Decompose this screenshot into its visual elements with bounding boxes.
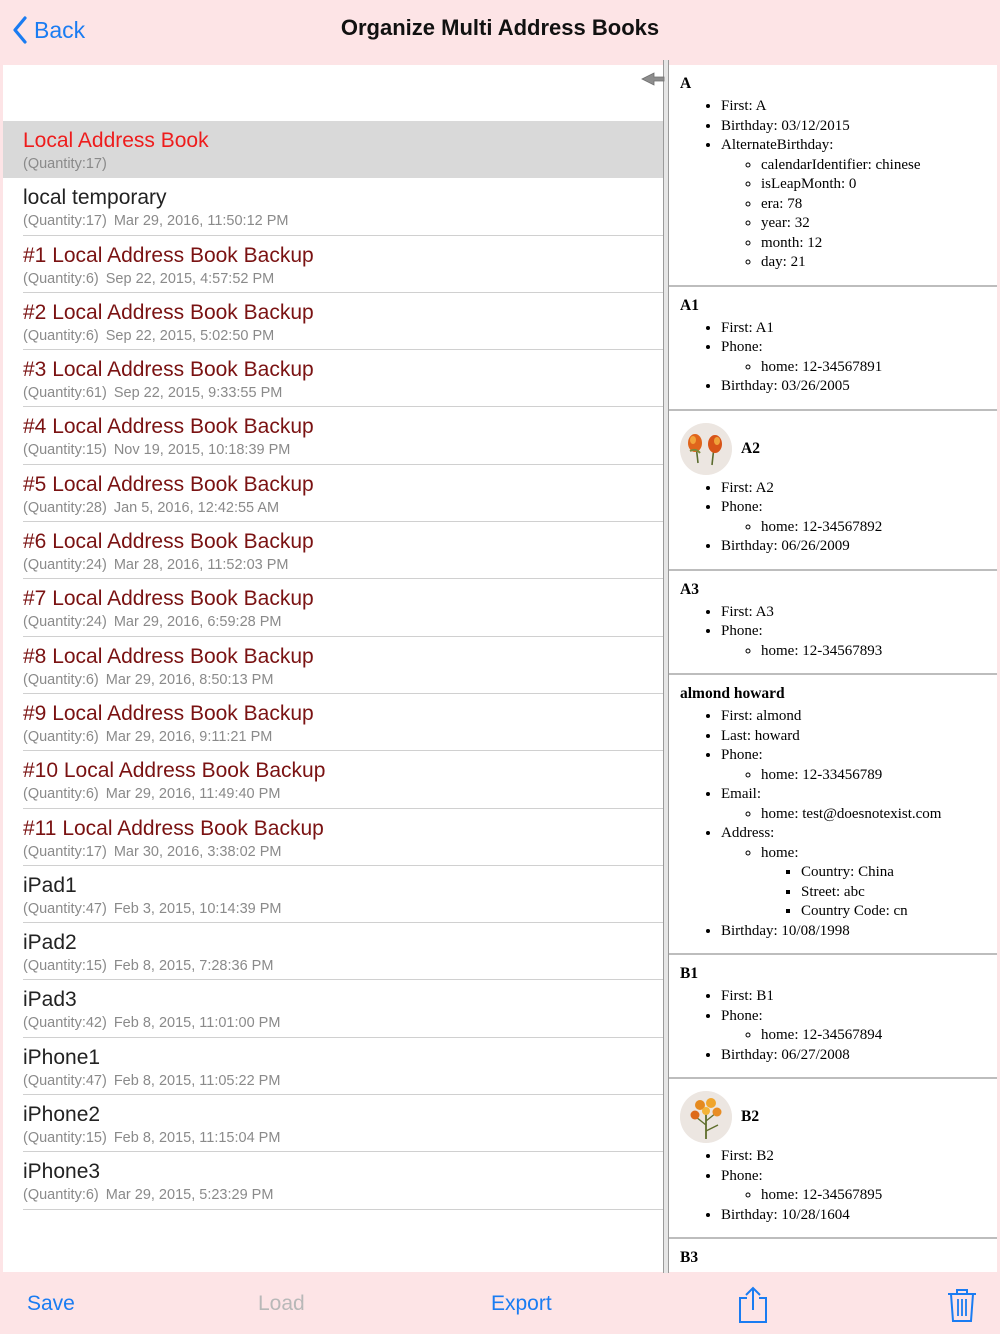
contact-field xyxy=(721,537,997,557)
contact-field-text: Phone: xyxy=(721,339,763,355)
contact-field xyxy=(721,338,997,377)
contact-field xyxy=(761,642,997,662)
address-book-title: #3 Local Address Book Backup xyxy=(23,358,314,382)
contact-field-text: First: A1 xyxy=(721,319,774,336)
address-book-date: Feb 8, 2015, 7:28:36 PM xyxy=(113,958,274,975)
address-book-date: Mar 29, 2016, 9:11:21 PM xyxy=(105,728,273,745)
contact-name: A xyxy=(680,75,692,92)
address-book-date: Mar 29, 2016, 8:50:13 PM xyxy=(105,671,274,688)
contact-field-text: home: 12-34567892 xyxy=(761,518,883,535)
contact-field-text: Country: China xyxy=(801,864,894,880)
contact-field xyxy=(761,358,997,378)
address-book-row[interactable] xyxy=(3,522,663,579)
contact-header xyxy=(680,685,997,703)
contact-field-text: home: 12-34567895 xyxy=(761,1187,883,1203)
contact-card xyxy=(669,955,997,1079)
contact-field-list xyxy=(680,707,997,941)
contact-field-list xyxy=(680,97,997,273)
address-book-row[interactable] xyxy=(3,1152,663,1209)
address-book-list xyxy=(3,121,663,1210)
contact-photo-flowers xyxy=(680,423,732,475)
contact-header xyxy=(680,423,997,475)
address-book-row[interactable] xyxy=(3,121,663,178)
contact-header xyxy=(680,297,997,315)
address-book-quantity: (Quantity:6) xyxy=(23,270,99,287)
contact-name: B2 xyxy=(741,1108,760,1125)
contact-field-text: First: A2 xyxy=(721,479,774,496)
address-book-list-panel xyxy=(3,65,663,1272)
contact-field xyxy=(761,766,997,786)
contact-card xyxy=(669,675,997,955)
contact-field xyxy=(721,117,997,137)
contact-field-list xyxy=(721,156,997,273)
contact-field-list xyxy=(721,805,997,825)
address-book-date: Nov 19, 2015, 10:18:39 PM xyxy=(113,442,291,459)
address-book-meta xyxy=(23,1015,280,1031)
contact-header xyxy=(680,1249,997,1267)
address-book-row[interactable] xyxy=(3,178,663,235)
address-book-quantity: (Quantity:15) xyxy=(23,958,107,975)
address-book-row[interactable] xyxy=(3,236,663,293)
export-button[interactable]: Export xyxy=(491,1292,552,1315)
contact-field-text: home: 12-34567891 xyxy=(761,358,883,375)
contact-field-list xyxy=(680,479,997,557)
address-book-date: Jan 5, 2016, 12:42:55 AM xyxy=(113,499,280,516)
contact-field xyxy=(721,785,997,824)
address-book-title: iPad3 xyxy=(23,988,77,1012)
address-book-meta xyxy=(23,557,288,573)
address-book-date: Feb 3, 2015, 10:14:39 PM xyxy=(113,900,282,917)
contact-field-text: Street: abc xyxy=(801,883,865,900)
contact-field xyxy=(721,1167,997,1206)
contact-field-text: era: 78 xyxy=(761,195,803,212)
contact-field-text: home: test@doesnotexist.com xyxy=(761,805,942,822)
contact-field-text: home: 12-34567894 xyxy=(761,1027,883,1043)
address-book-row[interactable] xyxy=(3,980,663,1037)
contact-card xyxy=(669,1239,997,1272)
contact-field-text: First: A xyxy=(721,98,767,114)
address-book-title: #8 Local Address Book Backup xyxy=(23,644,314,668)
contact-field-list xyxy=(721,518,997,538)
address-book-date: Mar 29, 2016, 11:50:12 PM xyxy=(113,213,289,230)
navigation-bar xyxy=(0,0,1000,60)
address-book-row[interactable] xyxy=(3,751,663,808)
address-book-row[interactable] xyxy=(3,579,663,636)
address-book-date: Mar 30, 2016, 3:38:02 PM xyxy=(113,843,282,860)
address-book-title: #6 Local Address Book Backup xyxy=(23,530,314,554)
address-book-quantity: (Quantity:17) xyxy=(23,843,107,860)
address-book-meta xyxy=(23,901,282,917)
contact-field-text: calendarIdentifier: chinese xyxy=(761,156,921,173)
contact-field-list xyxy=(680,987,997,1065)
address-book-row[interactable] xyxy=(3,809,663,866)
contact-field xyxy=(761,805,997,825)
contact-field-text: Last: howard xyxy=(721,727,800,744)
share-icon[interactable] xyxy=(738,1286,768,1324)
address-book-row[interactable] xyxy=(3,293,663,350)
contact-name: B3 xyxy=(680,1249,699,1266)
address-book-quantity: (Quantity:42) xyxy=(23,1015,107,1032)
address-book-quantity: (Quantity:17) xyxy=(23,156,107,172)
contact-field xyxy=(721,746,997,785)
contact-field-text: Birthday: 03/26/2005 xyxy=(721,378,850,394)
address-book-title: #2 Local Address Book Backup xyxy=(23,300,314,324)
address-book-meta xyxy=(23,213,288,229)
address-book-meta xyxy=(23,271,274,287)
contact-field xyxy=(721,97,997,117)
address-book-title: #1 Local Address Book Backup xyxy=(23,243,314,267)
contact-field-list xyxy=(721,642,997,662)
address-book-date: Sep 22, 2015, 5:02:50 PM xyxy=(105,327,275,344)
address-book-date: Mar 29, 2016, 6:59:28 PM xyxy=(113,614,282,631)
contact-field-list xyxy=(721,1186,997,1206)
contact-field-text: Phone: xyxy=(721,499,763,515)
contact-field-text: Email: xyxy=(721,786,761,802)
address-book-title: iPhone2 xyxy=(23,1103,101,1127)
contact-header xyxy=(680,965,997,983)
contact-photo-bouquet xyxy=(680,1091,732,1143)
contact-field xyxy=(721,727,997,747)
contact-name: A2 xyxy=(741,439,760,457)
contact-header xyxy=(680,1091,997,1143)
contact-field xyxy=(761,214,997,234)
contact-field-text: isLeapMonth: 0 xyxy=(761,176,857,192)
address-book-quantity: (Quantity:15) xyxy=(23,1130,107,1147)
address-book-meta xyxy=(23,844,281,860)
address-book-meta xyxy=(23,500,279,516)
address-book-meta xyxy=(23,1073,280,1089)
address-book-date: Feb 8, 2015, 11:15:04 PM xyxy=(113,1130,281,1147)
contact-field-text: year: 32 xyxy=(761,215,810,231)
contact-field-text: Birthday: 06/27/2008 xyxy=(721,1046,850,1063)
contact-field xyxy=(721,136,997,273)
address-book-date: Mar 29, 2016, 11:49:40 PM xyxy=(105,786,281,803)
address-book-meta xyxy=(23,1130,280,1146)
address-book-quantity: (Quantity:61) xyxy=(23,385,107,402)
contact-field-text: Birthday: 06/26/2009 xyxy=(721,538,850,554)
load-button[interactable]: Load xyxy=(258,1292,305,1315)
address-book-title: Local Address Book xyxy=(23,129,209,152)
address-book-meta xyxy=(23,442,290,458)
address-book-meta xyxy=(23,672,273,688)
contact-field xyxy=(721,377,997,397)
contact-field-list xyxy=(680,603,997,662)
address-book-title: #10 Local Address Book Backup xyxy=(23,759,326,783)
address-book-quantity: (Quantity:6) xyxy=(23,327,99,344)
address-book-date: Sep 22, 2015, 4:57:52 PM xyxy=(105,270,275,287)
address-book-meta xyxy=(23,729,272,745)
address-book-title: iPad1 xyxy=(23,873,77,897)
address-book-row[interactable] xyxy=(3,350,663,407)
contact-field-text: Birthday: 03/12/2015 xyxy=(721,117,850,134)
contact-field xyxy=(761,844,997,922)
address-book-title: #11 Local Address Book Backup xyxy=(23,816,324,840)
contact-field-text: First: B1 xyxy=(721,988,774,1004)
address-book-date: Mar 29, 2015, 5:23:29 PM xyxy=(105,1187,274,1204)
contact-header xyxy=(680,581,997,599)
contact-field-text: AlternateBirthday: xyxy=(721,137,834,153)
address-book-date: Feb 8, 2015, 11:05:22 PM xyxy=(113,1072,281,1089)
contact-field-text: home: xyxy=(761,844,799,861)
contact-field-text: Phone: xyxy=(721,747,763,763)
address-book-quantity: (Quantity:17) xyxy=(23,213,107,230)
contact-field-text: Birthday: 10/08/1998 xyxy=(721,922,850,939)
contact-field xyxy=(801,902,997,922)
page-title: Organize Multi Address Books xyxy=(340,15,660,40)
contact-name: A3 xyxy=(680,580,699,598)
contact-name: A1 xyxy=(680,296,699,314)
contact-field xyxy=(721,987,997,1007)
address-book-meta xyxy=(23,328,274,344)
address-book-quantity: (Quantity:6) xyxy=(23,1187,99,1204)
contact-card xyxy=(669,411,997,571)
contact-field xyxy=(761,1026,997,1046)
address-book-date: Feb 8, 2015, 11:01:00 PM xyxy=(113,1015,281,1032)
contact-field-text: Phone: xyxy=(721,623,763,639)
contact-field xyxy=(721,319,997,339)
back-label: Back xyxy=(34,16,86,43)
contact-field-text: Phone: xyxy=(721,1007,763,1024)
trash-icon[interactable] xyxy=(947,1287,977,1323)
address-book-quantity: (Quantity:28) xyxy=(23,499,107,516)
address-book-meta xyxy=(23,958,273,974)
contact-field xyxy=(721,622,997,661)
contact-field xyxy=(721,1206,997,1226)
contact-field-text: home: 12-33456789 xyxy=(761,766,883,783)
contact-card xyxy=(669,1079,997,1239)
address-book-quantity: (Quantity:47) xyxy=(23,900,107,917)
contact-field-list xyxy=(680,1147,997,1225)
contact-name: almond howard xyxy=(680,685,785,702)
contact-header xyxy=(680,75,997,93)
contact-card xyxy=(669,65,997,287)
contact-field-list xyxy=(721,844,997,922)
contact-field-list xyxy=(721,358,997,378)
contact-field xyxy=(721,479,997,499)
address-book-title: #9 Local Address Book Backup xyxy=(23,701,314,725)
address-book-quantity: (Quantity:15) xyxy=(23,442,107,459)
address-book-row[interactable] xyxy=(3,1095,663,1152)
contact-field-text: Country Code: cn xyxy=(801,903,908,919)
contact-card xyxy=(669,287,997,411)
address-book-row[interactable] xyxy=(3,407,663,464)
address-book-date: Mar 28, 2016, 11:52:03 PM xyxy=(113,557,289,574)
contact-field xyxy=(761,253,997,273)
contact-card xyxy=(669,571,997,676)
address-book-title: local temporary xyxy=(23,186,167,210)
contact-field-text: First: A3 xyxy=(721,603,774,620)
address-book-quantity: (Quantity:47) xyxy=(23,1072,107,1089)
contact-field xyxy=(761,1186,997,1206)
contact-field-list xyxy=(721,1026,997,1046)
contact-field xyxy=(721,707,997,727)
address-book-row[interactable] xyxy=(3,1038,663,1095)
contact-field-text: Address: xyxy=(721,825,775,841)
address-book-title: iPhone1 xyxy=(23,1045,101,1069)
address-book-row[interactable] xyxy=(3,923,663,980)
address-book-row[interactable] xyxy=(3,637,663,694)
contact-field-text: First: almond xyxy=(721,708,802,724)
address-book-quantity: (Quantity:6) xyxy=(23,671,99,688)
address-book-meta xyxy=(23,385,282,401)
contact-field xyxy=(801,863,997,883)
bottom-toolbar xyxy=(0,1274,1000,1334)
contact-name: B1 xyxy=(680,965,699,982)
address-book-title: #4 Local Address Book Backup xyxy=(23,415,314,439)
contact-field xyxy=(761,234,997,254)
contact-field-list xyxy=(721,766,997,786)
address-book-quantity: (Quantity:24) xyxy=(23,557,107,574)
contact-field xyxy=(721,1007,997,1046)
address-book-meta xyxy=(23,1187,273,1203)
contact-field xyxy=(721,498,997,537)
address-book-quantity: (Quantity:6) xyxy=(23,786,99,803)
contact-field-text: day: 21 xyxy=(761,254,806,270)
contact-field-text: First: B2 xyxy=(721,1148,774,1164)
address-book-date: Sep 22, 2015, 9:33:55 PM xyxy=(113,385,283,402)
contact-field-text: Birthday: 10/28/1604 xyxy=(721,1206,850,1223)
contact-detail-panel xyxy=(669,65,997,1272)
address-book-meta xyxy=(23,786,280,802)
address-book-title: iPhone3 xyxy=(23,1160,101,1184)
contact-field-text: home: 12-34567893 xyxy=(761,642,883,659)
contact-field xyxy=(761,518,997,538)
address-book-title: iPad2 xyxy=(23,931,77,955)
contact-field xyxy=(761,175,997,195)
save-button[interactable]: Save xyxy=(27,1292,75,1315)
address-book-row[interactable] xyxy=(3,694,663,751)
address-book-title: #5 Local Address Book Backup xyxy=(23,472,314,496)
address-book-row[interactable] xyxy=(3,465,663,522)
contact-field xyxy=(721,1147,997,1167)
contact-field xyxy=(721,922,997,942)
contact-field xyxy=(761,195,997,215)
contact-field xyxy=(721,1046,997,1066)
contact-field-list xyxy=(761,863,997,922)
contact-field-list xyxy=(680,319,997,397)
address-book-quantity: (Quantity:6) xyxy=(23,728,99,745)
contact-field-text: month: 12 xyxy=(761,234,823,251)
contact-field xyxy=(801,883,997,903)
contact-field-text: Phone: xyxy=(721,1167,763,1184)
address-book-title: #7 Local Address Book Backup xyxy=(23,587,314,611)
address-book-meta xyxy=(23,614,281,630)
contact-field xyxy=(721,603,997,623)
address-book-quantity: (Quantity:24) xyxy=(23,614,107,631)
contact-field xyxy=(761,156,997,176)
address-book-meta xyxy=(23,156,107,172)
address-book-row[interactable] xyxy=(3,866,663,923)
contact-field xyxy=(721,824,997,922)
